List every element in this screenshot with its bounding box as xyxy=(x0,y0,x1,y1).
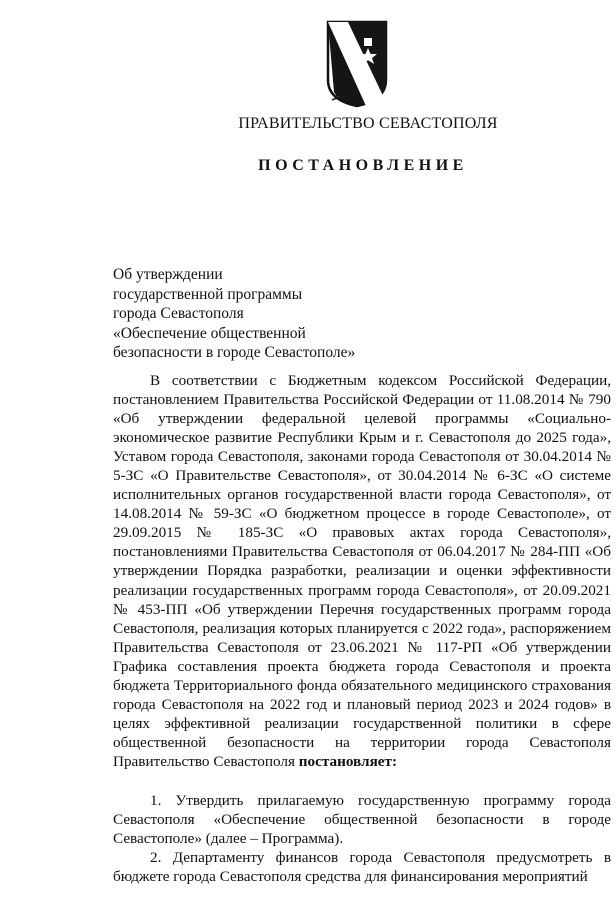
document-type-title xyxy=(0,157,616,175)
subject-line: города Севастополя xyxy=(113,305,244,322)
government-title xyxy=(0,115,616,133)
item-2-paragraph: 2. Департаменту финансов города Севастополя предусмотреть в бюджете города Севастополя средства для финансирования мероприятий xyxy=(113,849,611,886)
document-subject xyxy=(113,265,355,363)
item-1-paragraph: 1. Утвердить прилагаемую государственную программу города Севастополя «Обеспечение общественной безопасности в городе Севастополе» (далее – Программа). xyxy=(113,791,611,848)
subject-line: Об утверждении xyxy=(113,266,223,283)
subject-line: безопасности в городе Севастополе» xyxy=(113,344,356,361)
document-body xyxy=(113,371,611,886)
preamble-text: В соответствии с Бюджетным кодексом Российской Федерации, постановлением Правительства Российской Федерации от 11.08.2014 № 790 «Об утверждении федеральной целевой программы «Социально-экономическое развитие Республики Крым и г. Севастополя до 2025 года», Уставом города Севастополя, законами города Севастополя от 30.04.2014 № 5-ЗС «О Правительстве Севастополя», от 30.04.2014 № 6-ЗС «О системе исполнительных органов государственной власти города Севастополя», от 14.08.2014 № 59-ЗС «О бюджетном процессе в городе Севастополе», от 29.09.2015 № 185-ЗС «О правовых актах города Севастополя», постановлениями Правительства Севастополя от 06.04.2017 № 284-ПП «Об утверждении Порядка разработки, реализации и оценки эффективности реализации государственных программ города Севастополя», от 20.09.2021 № 453-ПП «Об утверждении Перечня государственных программ города Севастополя, реализация которых планируется с 2022 года», распоряжением Правительства Севастополя от 23.06.2021 № 117-РП «Об утверждении Графика составления проекта бюджета города Севастополя и проекта бюджета Территориального фонда обязательного медицинского страхования города Севастополя на 2022 год и плановый период 2023 и 2024 годов» в целях эффективной реализации государственной политики в сфере общественной безопасности на территории города Севастополя Правительство Севастополя xyxy=(113,372,611,770)
sevastopol-coat-of-arms-icon xyxy=(326,20,388,108)
document-type-text: ПОСТАНОВЛЕНИЕ xyxy=(258,157,468,174)
subject-line: государственной программы xyxy=(113,285,303,303)
preamble-keyword: постановляет: xyxy=(298,752,398,770)
government-title-text: ПРАВИТЕЛЬСТВО СЕВАСТОПОЛЯ xyxy=(238,115,498,132)
preamble-paragraph xyxy=(113,371,611,771)
subject-line: «Обеспечение общественной xyxy=(113,324,306,342)
